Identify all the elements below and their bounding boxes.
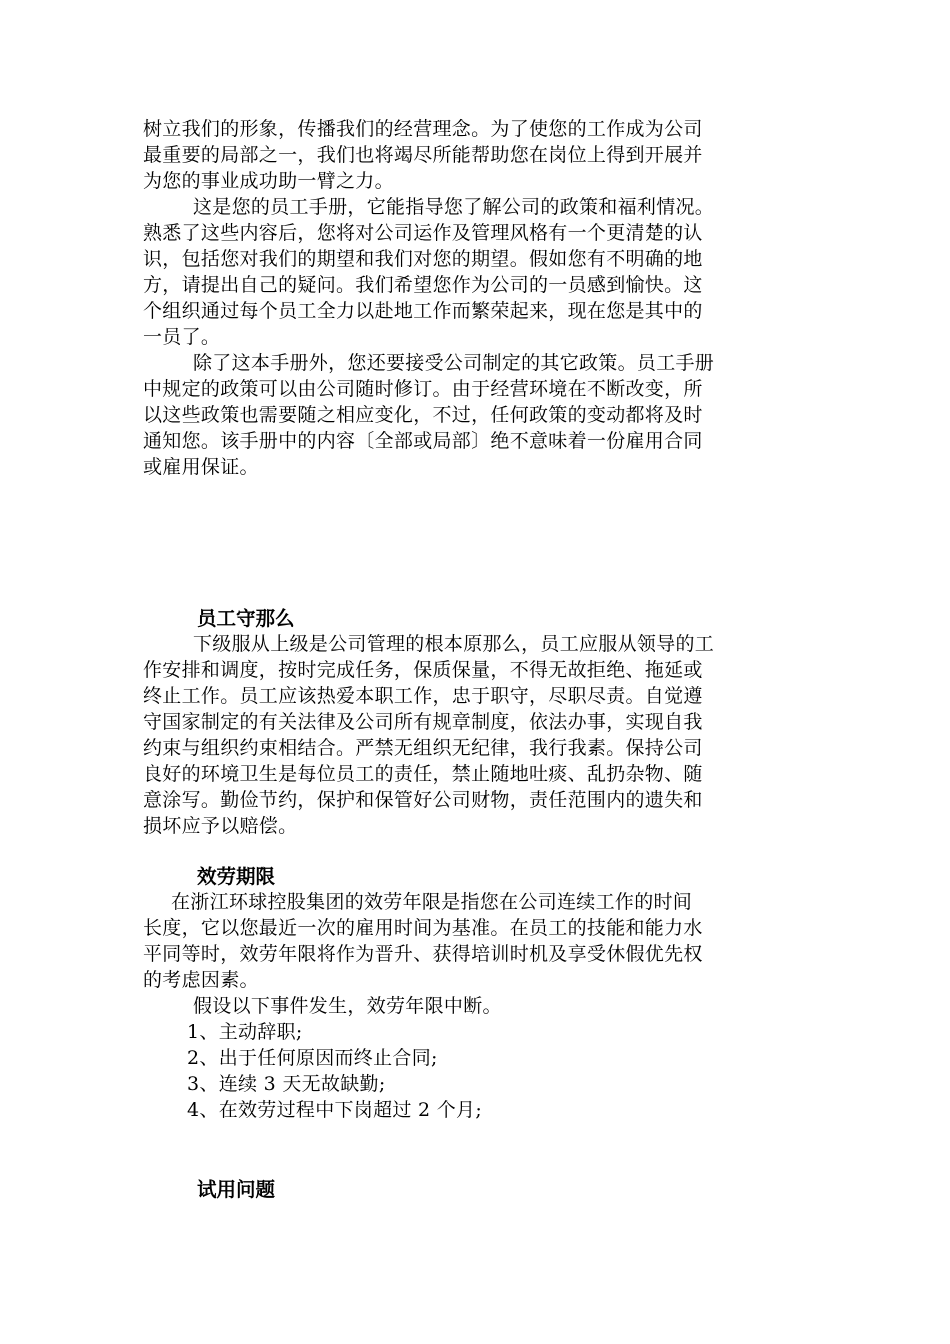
service-line-1: 在浙江环球控股集团的效劳年限是指您在公司连续工作的时间: [171, 891, 693, 913]
rules-line-1: 下级服从上级是公司管理的根本原那么，员工应服从领导的工: [193, 633, 715, 655]
intro-p3-line-4: 通知您。该手册中的内容〔全部或局部〕绝不意味着一份雇用合同: [143, 430, 703, 452]
intro-p3-line-5: 或雇用保证。: [143, 456, 259, 478]
service-line-4: 的考虑因素。: [143, 969, 259, 991]
rules-line-8: 损坏应予以赔偿。: [143, 815, 298, 837]
rules-heading: 员工守那么: [197, 607, 295, 630]
service-item-2: 2、出于任何原因而终止合同;: [187, 1047, 438, 1069]
rules-line-7: 意涂写。勤俭节约，保护和保管好公司财物，责任范围内的遗失和: [143, 789, 703, 811]
intro-p2-line-3: 识，包括您对我们的期望和我们对您的期望。假如您有不明确的地: [143, 248, 703, 270]
service-line-3: 平同等时，效劳年限将作为晋升、获得培训时机及享受休假优先权: [143, 943, 703, 965]
service-heading: 效劳期限: [197, 865, 276, 888]
intro-p1-line-2: 最重要的局部之一，我们也将竭尽所能帮助您在岗位上得到开展并: [143, 144, 703, 166]
intro-p1-line-3: 为您的事业成功助一臂之力。: [143, 170, 394, 192]
service-item-4: 4、在效劳过程中下岗超过 2 个月;: [187, 1099, 483, 1121]
rules-line-5: 约束与组织约束相结合。严禁无组织无纪律，我行我素。保持公司: [143, 737, 703, 759]
rules-line-4: 守国家制定的有关法律及公司所有规章制度，依法办事，实现自我: [143, 711, 703, 733]
intro-p3-line-1: 除了这本手册外，您还要接受公司制定的其它政策。员工手册: [193, 352, 715, 374]
service-item-1: 1、主动辞职;: [187, 1021, 303, 1043]
intro-p2-line-4: 方，请提出自己的疑问。我们希望您作为公司的一员感到愉快。这: [143, 274, 703, 296]
service-line-2: 长度，它以您最近一次的雇用时间为基准。在员工的技能和能力水: [143, 917, 703, 939]
rules-line-6: 良好的环境卫生是每位员工的责任，禁止随地吐痰、乱扔杂物、随: [143, 763, 703, 785]
probation-heading: 试用问题: [197, 1178, 276, 1201]
intro-p2-line-6: 一员了。: [143, 326, 221, 348]
intro-p2-line-1: 这是您的员工手册，它能指导您了解公司的政策和福利情况。: [193, 196, 715, 218]
intro-p2-line-5: 个组织通过每个员工全力以赴地工作而繁荣起来，现在您是其中的: [143, 300, 703, 322]
intro-p1-line-1: 树立我们的形象，传播我们的经营理念。为了使您的工作成为公司: [143, 118, 703, 140]
rules-line-3: 终止工作。员工应该热爱本职工作，忠于职守，尽职尽责。自觉遵: [143, 685, 703, 707]
intro-p3-line-2: 中规定的政策可以由公司随时修订。由于经营环境在不断改变，所: [143, 378, 703, 400]
service-break-intro: 假设以下事件发生，效劳年限中断。: [193, 995, 502, 1017]
intro-p3-line-3: 以这些政策也需要随之相应变化，不过，任何政策的变动都将及时: [143, 404, 703, 426]
rules-line-2: 作安排和调度，按时完成任务，保质保量，不得无故拒绝、拖延或: [143, 659, 703, 681]
intro-p2-line-2: 熟悉了这些内容后，您将对公司运作及管理风格有一个更清楚的认: [143, 222, 703, 244]
service-item-3: 3、连续 3 天无故缺勤;: [187, 1073, 386, 1095]
